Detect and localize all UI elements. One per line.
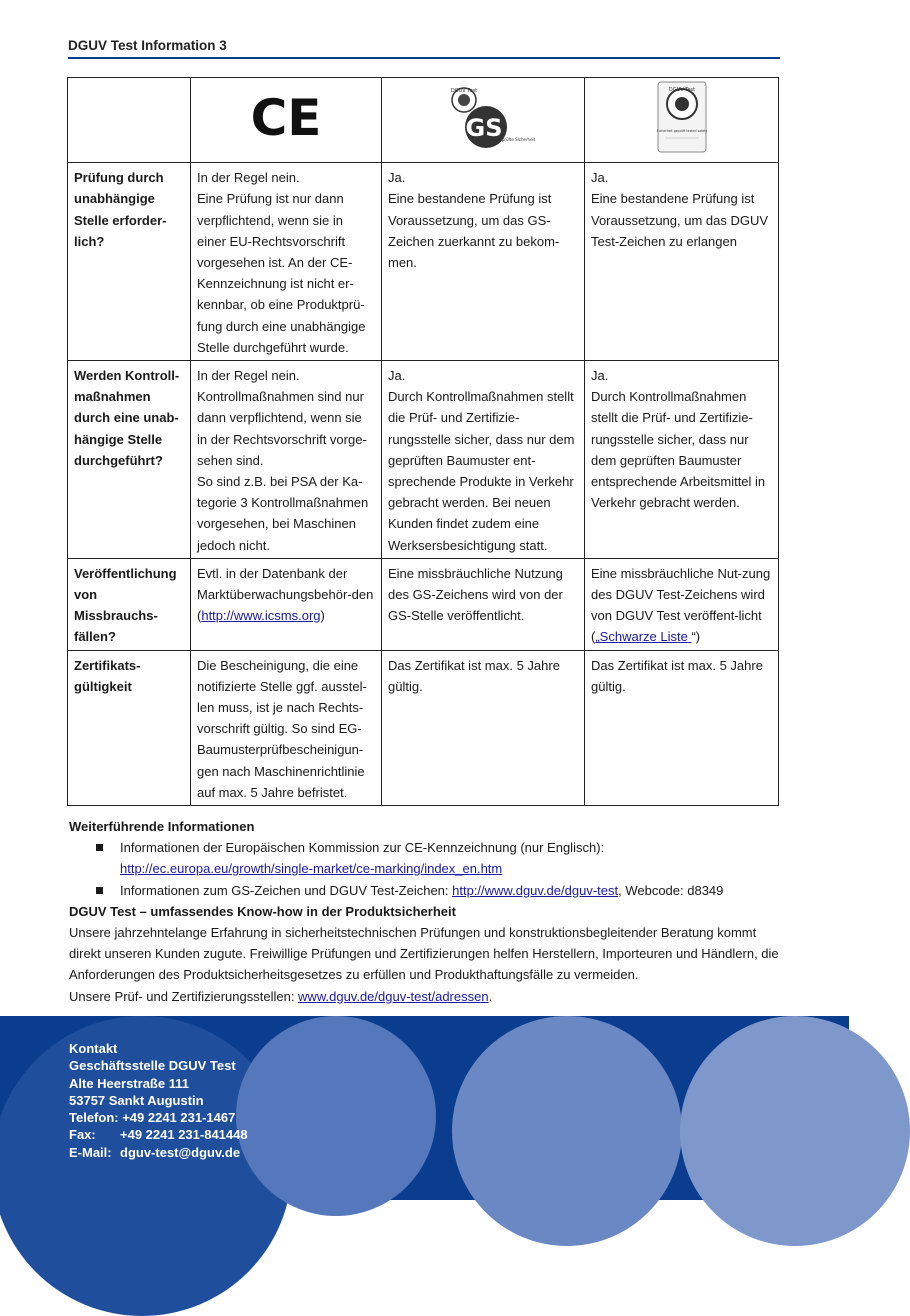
row-label: Veröffentlichung von Missbrauchs-fällen? [68,558,191,650]
ce-mark-icon [250,89,322,147]
gs-cell: Ja. Durch Kontrollmaßnahmen stellt die Prüf- und Zertifizie-rungsstelle sicher, dass nur dem geprüften Baumuster ent-sprechende Produkte in Verkehr gebracht werden. Bei neuen Kunden findet zudem eine Werksersbesichtigung statt. [382,361,585,559]
gs-cell: Das Zertifikat ist max. 5 Jahre gültig. [382,650,585,805]
gs-logo-cell [382,78,585,163]
contact-fax-row [69,1126,248,1143]
black-list-link[interactable]: „Schwarze Liste [595,629,692,645]
dguv-test-link[interactable]: http://www.dguv.de/dguv-test [452,882,619,898]
webcode-text: , Webcode: d8349 [618,882,724,898]
ce-mark-text: CE [250,89,322,147]
dguv-top-text: DGUV Test [668,87,695,93]
gs-mark-icon [438,85,536,149]
icsms-link[interactable]: http://www.icsms.org [201,608,321,624]
email-label: E-Mail: [69,1144,112,1160]
ce-cell-text: Evtl. in der Datenbank der Marktüberwachungsbehör-den ( [197,565,374,624]
contact-phone: Telefon: +49 2241 231-1467 [69,1110,236,1126]
dguv-cell-text-end: “) [691,629,701,645]
table-row [68,650,779,805]
ce-cell: In der Regel nein. Eine Prüfung ist nur dann verpflichtend, wenn sie in einer EU-Rechtsvorschrift vorgesehen ist. An der CE-Kennzeichnung ist nicht er-kennbar, ob eine Produktprü-fung durch eine unabhängige Stelle durchgeführt wurde. [191,163,382,361]
further-heading: Weiterführende Informationen [69,819,255,834]
ce-marking-link[interactable]: http://ec.europa.eu/growth/single-market/ce-marking/index_en.htm [120,861,503,877]
bullet-icon [96,844,103,851]
ce-logo-cell [191,78,382,163]
decor-circle [452,1016,682,1246]
dguv-cell [585,558,779,650]
contact-email-row [69,1144,248,1161]
dguv-cell: Ja. Durch Kontrollmaßnahmen stellt die Prüf- und Zertifizie-rungsstelle sicher, dass nur dem geprüften Baumuster entsprechende Arbeitsmittel in Verkehr gebracht werden. [585,361,779,559]
list-item-text: Informationen zum GS-Zeichen und DGUV Test-Zeichen: [120,882,453,898]
addresses-end: . [488,988,493,1004]
contact-street: Alte Heerstraße 111 [69,1075,189,1091]
logo-row [68,78,779,163]
gs-mark-text: GS [465,114,503,142]
ce-cell: Die Bescheinigung, die eine notifizierte Stelle ggf. ausstel-len muss, ist je nach Rechts-vorschrift gültig. So sind EG-Baumusterprüfbescheinigun-gen nach Maschinenrichtlinie auf max. 5 Jahre befristet. [191,650,382,805]
contact-city: 53757 Sankt Augustin [69,1092,204,1108]
row-label: Zertifikats-gültigkeit [68,650,191,805]
addresses-link[interactable]: www.dguv.de/dguv-test/adressen [298,988,489,1004]
decor-circle [680,1016,910,1246]
dguv-cell: Ja. Eine bestandene Prüfung ist Voraussetzung, um das DGUV Test-Zeichen zu erlangen [585,163,779,361]
document-title: DGUV Test Information 3 [68,38,227,53]
table-row [68,558,779,650]
fax-label: Fax: [69,1127,96,1143]
ce-cell-text-end: ) [320,608,325,624]
further-information [69,816,781,1007]
table-row [68,361,779,559]
contact-footer [0,1016,849,1200]
further-list [69,837,781,901]
page-header [68,37,780,59]
contact-block [69,1040,248,1161]
dguv-sub-text: Sicherheit geprüft tested safety [656,129,707,133]
gs-cell: Eine missbräuchliche Nutzung des GS-Zeichens wird von der GS-Stelle veröffentlicht. [382,558,585,650]
gs-cell: Ja. Eine bestandene Prüfung ist Voraussetzung, um das GS-Zeichen zuerkannt zu bekom-men. [382,163,585,361]
list-item [69,837,781,879]
decor-circle [236,1016,436,1216]
comparison-table [67,77,779,806]
ce-cell: In der Regel nein. Kontrollmaßnahmen sind nur dann verpflichtend, wenn sie in der Rechtsvorschrift vorge-sehen sind. So sind z.B. bei PSA der Ka-tegorie 3 Kontrollmaßnahmen vorgesehen, bei Maschinen jedoch nicht. [191,361,382,559]
list-item [69,880,781,901]
email-value[interactable]: dguv-test@dguv.de [120,1144,241,1160]
empty-header-cell [68,78,191,163]
section-paragraph: Unsere jahrzehntelange Erfahrung in sicherheitstechnischen Prüfungen und konstruktionsbegleitender Beratung kommt direkt unseren Kunden zugute. Freiwillige Prüfungen und Zertifizierungen helfen Herstellern, Importeuren und Händlern, die Anforderungen des Produktsicherheitsgesetzes zu erfüllen und Produkthaftungsfälle zu vermeiden. [69,925,779,983]
row-label: Prüfung durch unabhängige Stelle erforder-lich? [68,163,191,361]
bullet-icon [96,887,103,894]
gs-sub-text: geprüfte Sicherheit [496,137,536,142]
dguv-cell: Das Zertifikat ist max. 5 Jahre gültig. [585,650,779,805]
fax-value: +49 2241 231-841448 [120,1127,248,1143]
row-label: Werden Kontroll-maßnahmen durch eine unab-hängige Stelle durchgeführt? [68,361,191,559]
dguv-test-mark-icon [655,80,709,154]
contact-title: Kontakt [69,1041,118,1056]
contact-org: Geschäftsstelle DGUV Test [69,1058,236,1074]
dguv-logo-cell [585,78,779,163]
section-title: DGUV Test – umfassendes Know-how in der Produktsicherheit [69,903,456,919]
dguv-cell-text: Eine missbräuchliche Nut-zung des DGUV Test-Zeichens wird von DGUV Test veröffent-licht ( [591,565,771,645]
gs-top-text: DGUV Test [450,88,478,94]
addresses-text: Unsere Prüf- und Zertifizierungsstellen: [69,988,299,1004]
list-item-text: Informationen der Europäischen Kommission zur CE-Kennzeichnung (nur Englisch): [120,840,605,856]
table-row [68,163,779,361]
addresses-line [69,986,781,1007]
ce-cell [191,558,382,650]
